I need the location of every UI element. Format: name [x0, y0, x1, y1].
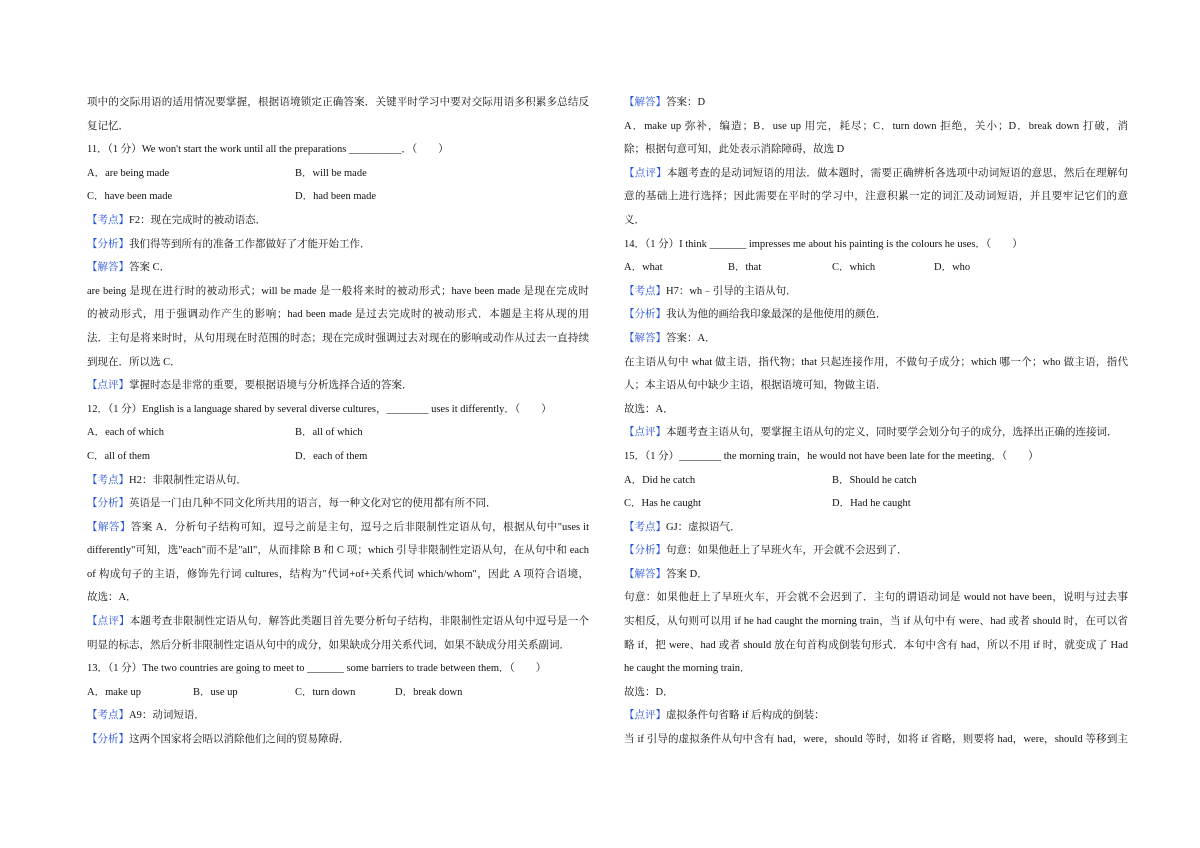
annotated-line: [624, 563, 1128, 587]
answer-option: A．what: [624, 262, 663, 274]
section-tag: 【考点】: [624, 521, 666, 533]
answer-options: [624, 469, 1128, 493]
text-line: of 构成句子的主语，修饰先行词 cultures，结构为"代词+of+关系代词 which/whom"，因此 A 项符合语境，: [87, 568, 589, 580]
section-tag: 【考点】: [624, 285, 666, 297]
text-line: 15．（1 分）________ the morning train，he would not have been late for the meeting．（ ）: [624, 450, 1039, 462]
section-tag: 【解答】: [624, 568, 666, 580]
annotated-line: [624, 704, 1128, 728]
annotated-line: [87, 492, 589, 516]
text-line: 实相反，从句则可以用 if he had caught the morning train，当 if 从句中有 were、had 或者 should 时，在可以省: [624, 616, 1128, 628]
answer-option: B．will be made: [295, 167, 367, 179]
answer-option: C．which: [832, 262, 876, 274]
section-tag: 【点评】: [624, 427, 666, 439]
section-tag: 【解答】: [624, 97, 666, 108]
text-line: 的被动形式，用于强调动作产生的影响；had been made 是过去完成时的被动形式．本题是主将从现的用: [87, 309, 589, 321]
text-line: 故选：D．: [624, 686, 674, 698]
section-text: 英语是一门由几种不同文化所共用的语言，每一种文化对它的使用都有所不同．: [129, 498, 497, 510]
text-line: are being 是现在进行时的被动形式；will be made 是一般将来时的被动形式；have been made 是现在完成时: [87, 285, 589, 297]
text-line: 在主语从句中 what 做主语，指代物；that 只起连接作用，不做句子成分；which 哪一个；who 做主语，指代: [624, 356, 1128, 368]
section-tag: 【考点】: [87, 710, 129, 722]
section-tag: 【分析】: [87, 498, 129, 510]
section-text: 我认为他的画给我印象最深的是他使用的颜色．: [666, 309, 887, 321]
section-tag: 【点评】: [87, 380, 129, 392]
annotated-line: [624, 303, 1128, 327]
answer-option: C．turn down: [295, 686, 356, 698]
section-text: H2：非限制性定语从句．: [129, 474, 247, 486]
answer-option: C．all of them: [87, 450, 150, 462]
section-text: 答案：D: [666, 97, 706, 108]
text-line: 意的基础上进行选择；因此需要在平时的学习中，注意积累一定的词汇及动词短语，并且要牢记它们的意: [624, 191, 1128, 203]
text-line: 句意：如果他赶上了早班火车，开会就不会迟到了．主句的谓语动词是 would not have been，说明与过去事: [624, 592, 1128, 604]
section-text: 本题考查的是动词短语的用法．做本题时，需要正确辨析各选项中动词短语的意思，然后在理解句: [666, 167, 1128, 179]
annotated-line: [624, 280, 1128, 304]
annotated-line: [624, 516, 1128, 540]
text-line: he caught the morning train．: [624, 663, 751, 675]
annotated-line: [87, 728, 589, 752]
section-tag: 【考点】: [87, 214, 129, 226]
answer-option: A．each of which: [87, 427, 164, 439]
text-line: 略 if，把 were、had 或者 should 放在句首构成倒装句形式．本句中含有 had，所以不用 if 时，就变成了 Had: [624, 639, 1128, 651]
section-tag: 【分析】: [624, 309, 666, 321]
text-line: 故选：A．: [624, 403, 674, 415]
section-tag: 【分析】: [87, 238, 129, 250]
section-text: 掌握时态是非常的重要，要根据语境与分析选择合适的答案．: [129, 380, 413, 392]
section-text: 句意：如果他赶上了早班火车，开会就不会迟到了．: [666, 545, 908, 557]
annotated-line: [624, 539, 1128, 563]
section-tag: 【考点】: [87, 474, 129, 486]
section-text: F2：现在完成时的被动语态．: [129, 214, 267, 226]
section-tag: 【点评】: [624, 710, 666, 722]
answer-options: [87, 681, 589, 705]
answer-option: B．all of which: [295, 427, 363, 439]
section-text: 答案 D．: [666, 568, 708, 580]
text-line: 12．（1 分）English is a language shared by several diverse cultures，________ uses it differently．（ ）: [87, 403, 552, 415]
answer-option: A．are being made: [87, 167, 170, 179]
answer-option: D．had been made: [295, 191, 377, 203]
answer-options: [624, 256, 1128, 280]
annotated-line: [624, 327, 1128, 351]
section-text: 我们得等到所有的准备工作都做好了才能开始工作．: [129, 238, 371, 250]
text-line: 当 if 引导的虚拟条件从句中含有 had，were，should 等时，如将 if 省略，则要将 had，were，should 等移到主: [624, 734, 1128, 746]
answer-option: D．Had he caught: [832, 498, 911, 510]
section-tag: 【解答】: [624, 332, 666, 344]
section-tag: 【分析】: [624, 545, 666, 557]
text-line: 项中的交际用语的适用情况要掌握，根据语境锁定正确答案．关键平时学习中要对交际用语多积累多总结反: [87, 97, 589, 108]
text-line: 到现在．所以选 C．: [87, 356, 181, 368]
section-tag: 【点评】: [87, 616, 130, 628]
annotated-line: [87, 610, 589, 634]
section-text: 本题考查主语从句，要掌握主语从句的定义，同时要学会划分句子的成分，选择出正确的连接词．: [666, 427, 1118, 439]
annotated-line: [87, 704, 589, 728]
section-text: 这两个国家将会晤以消除他们之间的贸易障碍．: [129, 734, 350, 746]
annotated-line: [624, 421, 1128, 445]
annotated-line: [87, 233, 589, 257]
text-line: differently"可知，选"each"而不是"all"，从而排除 B 和 C 项；which 引导非限制性定语从句，在从句中和 each: [87, 545, 589, 557]
answer-options: [624, 492, 1128, 516]
section-text: 答案 C．: [129, 262, 171, 274]
section-tag: 【点评】: [624, 167, 667, 179]
text-line: 11．（1 分）We won't start the work until all the preparations __________．（ ）: [87, 144, 449, 156]
answer-options: [87, 185, 589, 209]
section-text: GJ：虚拟语气．: [666, 521, 741, 533]
annotated-line: [624, 162, 1128, 186]
section-text: 本题考查非限制性定语从句．解答此类题目首先要分析句子结构，非限制性定语从句中逗号是一个: [129, 616, 589, 628]
text-line: 13．（1 分）The two countries are going to meet to _______ some barriers to trade between them．（ ）: [87, 663, 547, 675]
section-text: A9：动词短语．: [129, 710, 205, 722]
text-line: 复记忆．: [87, 120, 129, 132]
answer-option: B．use up: [193, 686, 238, 698]
section-text: H7：wh﹣引导的主语从句．: [666, 285, 797, 297]
text-line: 义．: [624, 214, 645, 226]
section-text: 答案 A．分析句子结构可知，逗号之前是主句，逗号之后非限制性定语从句，根据从句中"uses it: [130, 521, 589, 533]
annotated-line: [87, 374, 589, 398]
text-line: 故选：A．: [87, 592, 137, 604]
text-line: 明显的标志，然后分析非限制性定语从句中的成分，如果缺成分用关系代词，如果不缺成分用关系副词．: [87, 639, 570, 651]
text-line: 除；根据句意可知，此处表示消除障碍，故选 D: [624, 144, 845, 156]
answer-option: B．that: [728, 262, 762, 274]
annotated-line: [87, 209, 589, 233]
annotated-line: [87, 516, 589, 540]
answer-option: D．who: [934, 262, 971, 274]
right-column: [624, 91, 1128, 752]
answer-option: A．make up: [87, 686, 141, 698]
text-line: 14．（1 分）I think _______ impresses me about his painting is the colours he uses．（ ）: [624, 238, 1023, 250]
answer-option: D．break down: [395, 686, 463, 698]
answer-option: A．Did he catch: [624, 474, 696, 486]
left-column: [87, 91, 589, 752]
answer-options: [87, 445, 589, 469]
section-text: 答案：A．: [666, 332, 716, 344]
answer-options: [87, 421, 589, 445]
answer-option: C．have been made: [87, 191, 173, 203]
annotated-line: [624, 91, 1128, 115]
annotated-line: [87, 469, 589, 493]
answer-option: B．Should he catch: [832, 474, 917, 486]
text-line: 人；本主语从句中缺少主语，根据语境可知，物做主语．: [624, 380, 887, 392]
section-text: 虚拟条件句省略 if 后构成的倒装：: [666, 710, 825, 722]
text-line: A．make up 弥补，编造；B．use up 用完，耗尽；C．turn down 拒绝，关小；D．break down 打破，消: [624, 120, 1128, 132]
section-tag: 【解答】: [87, 262, 129, 274]
text-line: 法．主句是将来时时，从句用现在时范围的时态；现在完成时强调过去对现在的影响或动作从过去一直持续: [87, 332, 589, 344]
answer-option: D．each of them: [295, 450, 368, 462]
answer-option: C．Has he caught: [624, 498, 701, 510]
answer-options: [87, 162, 589, 186]
section-tag: 【解答】: [87, 521, 131, 533]
section-tag: 【分析】: [87, 734, 129, 746]
annotated-line: [87, 256, 589, 280]
